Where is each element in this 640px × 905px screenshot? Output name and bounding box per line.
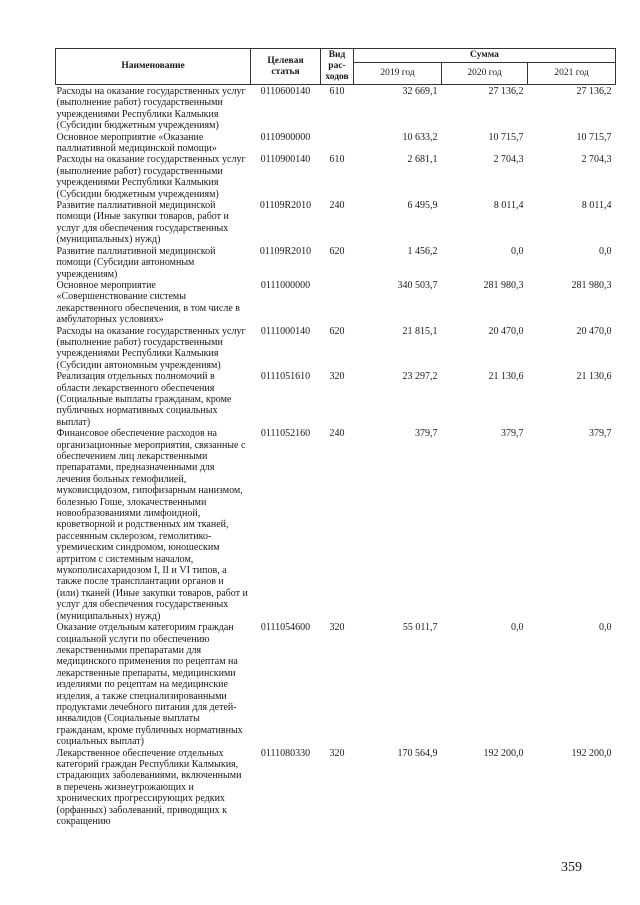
cell-type: 610 [329, 86, 345, 97]
cell-code: 01109R2010 [259, 245, 312, 257]
cell-name: Реализация отдельных полномочий в области лекарственного обеспечения (Социальные выплаты гражданам, кроме публичных нормативных социальных выплат) [56, 371, 232, 428]
cell-v2021: 192 200,0 [571, 747, 612, 759]
cell-v2019: 1 456,2 [407, 245, 438, 257]
table-row [56, 85, 616, 132]
header-code: Целевая статья [251, 49, 321, 85]
cell-v2021: 0,0 [599, 622, 612, 634]
header-sum: Сумма [354, 49, 616, 63]
cell-code: 01109R2010 [259, 200, 312, 212]
table-row [56, 132, 616, 155]
cell-code: 0110900140 [260, 154, 311, 166]
cell-type: 610 [329, 154, 345, 166]
cell-v2021: 379,7 [589, 428, 612, 440]
cell-code: 0111052160 [260, 428, 311, 440]
cell-v2020: 21 130,6 [488, 371, 524, 383]
cell-v2020: 27 136,2 [488, 86, 524, 97]
header-year-2021: 2021 год [528, 63, 616, 85]
cell-v2020: 379,7 [501, 428, 524, 440]
header-name: Наименование [56, 49, 251, 85]
cell-v2019: 6 495,9 [407, 200, 438, 212]
cell-name: Развитие паллиативной медицинской помощи (Иные закупки товаров, работ и услуг для обеспечения государственных (муниципальных) нужд) [56, 200, 229, 246]
cell-v2019: 32 669,1 [402, 86, 438, 97]
cell-v2021: 21 130,6 [576, 371, 612, 383]
table-header [56, 49, 616, 85]
cell-name: Основное мероприятие «Оказание паллиативной медицинской помощи» [56, 131, 217, 155]
table-row [56, 622, 616, 747]
cell-name: Расходы на оказание государственных услуг (выполнение работ) государственными учреждениями Республики Калмыкия (Субсидии бюджетным учреждениям) [56, 86, 246, 132]
cell-type: 320 [329, 371, 345, 383]
cell-v2019: 2 681,1 [407, 154, 438, 166]
cell-name: Расходы на оказание государственных услуг (выполнение работ) государственными учреждениями Республики Калмыкия (Субсидии автономным учреждениям) [56, 325, 246, 371]
cell-name: Развитие паллиативной медицинской помощи (Субсидии автономным учреждениям) [56, 245, 216, 280]
cell-type: 620 [329, 325, 345, 337]
table-row [56, 154, 616, 200]
header-type: Вид рас-ходов [321, 49, 354, 85]
cell-v2019: 55 011,7 [402, 622, 438, 634]
cell-v2020: 192 200,0 [483, 747, 524, 759]
budget-document [55, 48, 615, 827]
table-row [56, 748, 616, 828]
cell-type: 320 [329, 622, 345, 634]
cell-name: Финансовое обеспечение расходов на организационные мероприятия, связанные с обеспечением лиц лекарственными препаратами, предназначенными для лечения больных гемофилией, муковисцидозом, гипофизарным нанизмом, болезнью Гоше, злокачественными новообразованиями лимфоидной, кроветворной и родственных им тканей, рассеянным склерозом, гемолитико-уремическим синдромом, юношеским артритом с системным началом, мукополисахаридозом I, II и VI типов, а также после трансплантации органов и (или) тканей (Иные закупки товаров, работ и услуг для обеспечения государственных (муниципальных) нужд) [56, 428, 248, 622]
cell-code: 0110600140 [260, 86, 311, 97]
budget-table [55, 48, 616, 827]
cell-type [321, 132, 354, 155]
table-row [56, 246, 616, 280]
page-number: 359 [561, 860, 582, 875]
cell-v2021: 0,0 [599, 245, 612, 257]
cell-type: 240 [329, 428, 345, 440]
cell-code: 0111080330 [260, 747, 311, 759]
cell-type [321, 280, 354, 326]
cell-v2020: 8 011,4 [493, 200, 524, 212]
cell-name: Оказание отдельным категориям граждан социальной услуги по обеспечению лекарственными препаратами для медицинского применения по рецептам на лекарственные препараты, медицинскими изделиями по рецептам на медицинские изделия, а также специализированными продуктами лечебного питания для детей-инвалидов (Социальные выплаты гражданам, кроме публичных нормативных социальных выплат) [56, 622, 243, 748]
cell-v2021: 281 980,3 [571, 279, 612, 291]
table-row [56, 280, 616, 326]
cell-v2020: 0,0 [511, 622, 524, 634]
cell-name: Лекарственное обеспечение отдельных категорий граждан Республики Калмыкия, страдающих заболеваниями, включенными в перечень жизнеугрожающих и хронических прогрессирующих редких (орфанных) заболеваний, приводящих к сокращению [56, 747, 242, 827]
cell-v2020: 10 715,7 [488, 131, 524, 143]
cell-code: 0111054600 [260, 622, 311, 634]
cell-v2020: 20 470,0 [488, 325, 524, 337]
cell-v2019: 340 503,7 [397, 279, 438, 291]
cell-v2021: 2 704,3 [581, 154, 612, 166]
cell-code: 0110900000 [260, 131, 311, 143]
cell-code: 0111051610 [260, 371, 311, 383]
cell-v2021: 20 470,0 [576, 325, 612, 337]
cell-type: 240 [329, 200, 345, 212]
cell-type: 320 [329, 747, 345, 759]
cell-v2019: 21 815,1 [402, 325, 438, 337]
cell-v2020: 2 704,3 [493, 154, 524, 166]
cell-v2019: 10 633,2 [402, 131, 438, 143]
cell-type: 620 [329, 245, 345, 257]
table-row [56, 428, 616, 622]
table-body [56, 85, 616, 828]
header-year-2020: 2020 год [442, 63, 528, 85]
cell-v2021: 10 715,7 [576, 131, 612, 143]
cell-v2020: 281 980,3 [483, 279, 524, 291]
cell-v2019: 170 564,9 [397, 747, 438, 759]
table-row [56, 200, 616, 246]
cell-code: 0111000140 [260, 325, 311, 337]
cell-v2019: 23 297,2 [402, 371, 438, 383]
cell-v2021: 27 136,2 [576, 86, 612, 97]
cell-v2019: 379,7 [415, 428, 438, 440]
cell-v2021: 8 011,4 [581, 200, 612, 212]
cell-name: Основное мероприятие «Совершенствование системы лекарственного обеспечения, в том числе в амбулаторных условиях» [56, 279, 241, 326]
cell-code: 0111000000 [260, 279, 311, 291]
header-year-2019: 2019 год [354, 63, 442, 85]
table-row [56, 371, 616, 428]
cell-v2020: 0,0 [511, 245, 524, 257]
table-row [56, 326, 616, 372]
cell-name: Расходы на оказание государственных услуг (выполнение работ) государственными учреждениями Республики Калмыкия (Субсидии бюджетным учреждениям) [56, 154, 246, 200]
